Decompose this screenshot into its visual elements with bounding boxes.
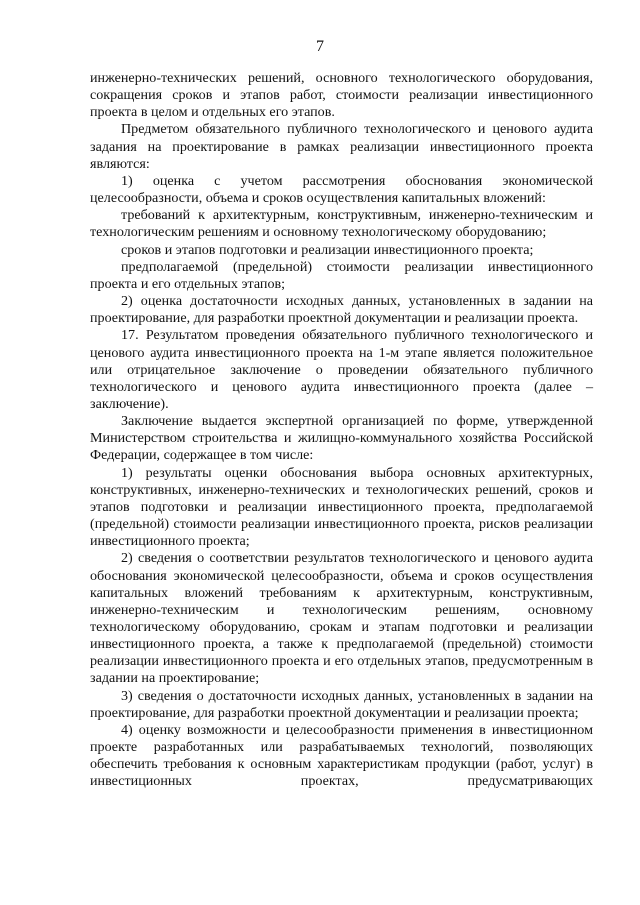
paragraph-clause-17: 17. Результатом проведения обязательного публичного технологического и ценового аудита инвестиционного проекта на 1-м этапе является положительное или отрицательное заключение о проведении обязательного публичного технологического и ценового аудита инвестиционного проекта (далее – заключение). (90, 327, 593, 412)
paragraph-item-2: 2) оценка достаточности исходных данных, установленных в задании на проектирование, для разработки проектной документации и реализации проекта. (90, 293, 593, 327)
paragraph-audit-subject: Предметом обязательного публичного технологического и ценового аудита задания на проектирование в рамках реализации инвестиционного проекта являются: (90, 121, 593, 172)
paragraph-requirements: требований к архитектурным, конструктивным, инженерно-техническим и технологическим решениям и основному технологическому оборудованию; (90, 207, 593, 241)
paragraph-conclusion-item-2: 2) сведения о соответствии результатов технологического и ценового аудита обоснования экономической целесообразности, объема и сроков осуществления капитальных вложений требованиям к архитектурным, конструктивным, инженерно-техническим и технологическим решениям, основному технологическому оборудованию, срокам и этапам подготовки и реализации инвестиционного проекта, а также к предполагаемой (предельной) стоимости реализации инвестиционного проекта и его отдельных этапов, предусмотренным в задании на проектирование; (90, 550, 593, 687)
paragraph-continuation: инженерно-технических решений, основного технологического оборудования, сокращения сроков и этапов работ, стоимости реализации инвестиционного проекта в целом и отдельных его этапов. (90, 70, 593, 121)
document-body (90, 70, 593, 791)
paragraph-conclusion: Заключение выдается экспертной организацией по форме, утвержденной Министерством строительства и жилищно-коммунального хозяйства Российской Федерации, содержащее в том числе: (90, 413, 593, 464)
paragraph-cost: предполагаемой (предельной) стоимости реализации инвестиционного проекта и его отдельных этапов; (90, 258, 593, 292)
paragraph-terms: сроков и этапов подготовки и реализации инвестиционного проекта; (121, 241, 534, 258)
paragraph-conclusion-item-4: 4) оценку возможности и целесообразности применения в инвестиционном проекте разработанных или разрабатываемых технологий, позволяющих обеспечить требования к основным характеристикам продукции (работ, услуг) в инвестиционных проектах, предусматривающих (90, 721, 593, 790)
page-number: 7 (316, 38, 324, 55)
paragraph-conclusion-item-1: 1) результаты оценки обоснования выбора основных архитектурных, конструктивных, инженерно-технических и технологических решений, сроков и этапов подготовки и реализации инвестиционного проекта, предполагаемой (предельной) стоимости реализации инвестиционного проекта, рисков реализации инвестиционного проекта; (90, 464, 593, 550)
paragraph-item-1: 1) оценка с учетом рассмотрения обоснования экономической целесообразности, объема и сроков осуществления капитальных вложений: (90, 172, 593, 207)
paragraph-conclusion-item-3: 3) сведения о достаточности исходных данных, установленных в задании на проектирование, для разработки проектной документации и реализации проекта; (90, 687, 593, 721)
